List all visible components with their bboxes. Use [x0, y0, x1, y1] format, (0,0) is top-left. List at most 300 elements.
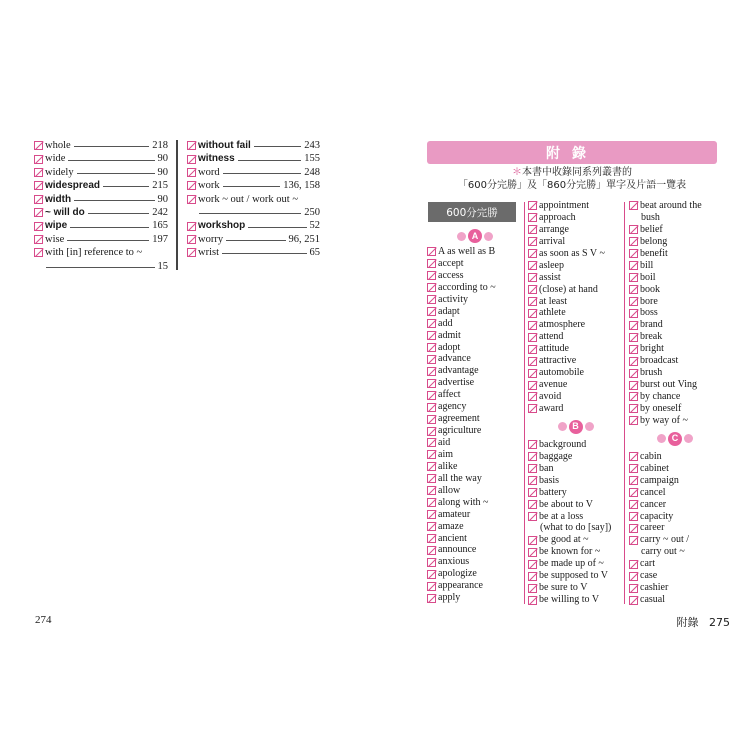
word-entry: [427, 461, 522, 473]
word-entry: [629, 451, 721, 463]
checkbox-icon[interactable]: [427, 594, 436, 603]
index-entry-continued: [34, 260, 168, 273]
checkbox-icon[interactable]: [629, 512, 638, 521]
index-entry: [34, 233, 168, 246]
word-text: appearance: [438, 580, 483, 592]
word-text: athlete: [539, 307, 566, 319]
word-entry: [629, 284, 721, 296]
word-entry: [528, 284, 623, 296]
checkbox-icon[interactable]: [427, 259, 436, 268]
word-entry: [528, 236, 623, 248]
checkbox-icon[interactable]: [629, 404, 638, 413]
checkbox-icon[interactable]: [629, 297, 638, 306]
checkbox-icon[interactable]: [528, 369, 537, 378]
checkbox-icon[interactable]: [629, 476, 638, 485]
word-text: as soon as S V ~: [539, 247, 605, 259]
checkbox-icon[interactable]: [528, 225, 537, 234]
index-entry: [34, 152, 168, 165]
word-text: apply: [438, 592, 461, 604]
word-text: amateur: [438, 508, 471, 520]
checkbox-icon[interactable]: [34, 235, 43, 244]
checkbox-icon[interactable]: [629, 273, 638, 282]
word-entry: [528, 451, 623, 463]
word-text: avoid: [539, 391, 562, 402]
index-page: 136, 158: [283, 180, 320, 192]
word-text: basis: [539, 474, 559, 486]
word-entry-continued: (what to do [say]): [540, 522, 612, 534]
word-text: beat around the: [640, 200, 702, 211]
word-entry: [629, 403, 721, 415]
word-entry: [629, 558, 721, 570]
word-text: benefit: [640, 247, 668, 259]
word-text: be willing to V: [539, 594, 600, 606]
index-term: word: [198, 166, 220, 178]
word-text: all the way: [438, 472, 482, 484]
word-entry: [427, 413, 522, 425]
leader-line: [74, 146, 150, 147]
checkbox-icon[interactable]: [528, 392, 537, 401]
checkbox-icon[interactable]: [528, 440, 537, 449]
checkbox-icon[interactable]: [528, 596, 537, 605]
word-text: cancer: [640, 498, 667, 510]
checkbox-icon[interactable]: [427, 379, 436, 388]
word-text: ancient: [438, 532, 467, 544]
checkbox-icon[interactable]: [427, 546, 436, 555]
word-text: affect: [438, 389, 461, 401]
word-text: be at a loss: [539, 510, 584, 522]
word-entry: [629, 248, 721, 260]
checkbox-icon[interactable]: [629, 416, 638, 425]
checkbox-icon[interactable]: [629, 560, 638, 569]
word-text: automobile: [539, 367, 584, 379]
section-header-600: 600分完勝: [428, 202, 516, 222]
word-entry: [528, 582, 623, 594]
index-entry: [187, 166, 320, 179]
index-term: widely: [45, 166, 74, 178]
checkbox-icon[interactable]: [528, 452, 537, 461]
word-text: avenue: [539, 379, 568, 391]
checkbox-icon[interactable]: [187, 235, 196, 244]
index-entry: [34, 193, 168, 206]
word-text: be sure to V: [539, 582, 588, 594]
word-entry: [629, 391, 721, 403]
leader-line: [68, 160, 154, 161]
checkbox-icon[interactable]: [629, 596, 638, 605]
index-column-2: [187, 139, 320, 260]
word-entry: [528, 499, 623, 511]
word-entry: [629, 343, 721, 355]
checkbox-icon[interactable]: [629, 381, 638, 390]
checkbox-icon[interactable]: [187, 155, 196, 164]
word-text: approach: [539, 211, 576, 223]
word-entry: [528, 403, 623, 415]
column-divider-2: [624, 202, 625, 604]
checkbox-icon[interactable]: [629, 536, 638, 545]
checkbox-icon[interactable]: [528, 404, 537, 413]
checkbox-icon[interactable]: [629, 309, 638, 318]
checkbox-icon[interactable]: [629, 452, 638, 461]
word-text: case: [640, 570, 658, 582]
index-entry: [187, 233, 320, 246]
word-entry: [528, 558, 623, 570]
word-entry: [629, 260, 721, 272]
word-entry: [629, 319, 721, 331]
checkbox-icon[interactable]: [629, 201, 638, 210]
index-page: 215: [152, 180, 168, 192]
word-text: arrange: [539, 223, 569, 235]
checkbox-icon[interactable]: [187, 195, 196, 204]
word-entry: [528, 391, 623, 403]
checkbox-icon[interactable]: [528, 333, 537, 342]
checkbox-icon[interactable]: [629, 572, 638, 581]
word-text: bright: [640, 343, 664, 355]
checkbox-icon[interactable]: [427, 331, 436, 340]
checkbox-icon[interactable]: [629, 285, 638, 294]
note-line-1: 本書中收錄同系列叢書的: [522, 167, 632, 178]
word-text: bill: [640, 259, 654, 271]
checkbox-icon[interactable]: [528, 512, 537, 521]
word-entry: [629, 475, 721, 487]
word-text: attend: [539, 331, 564, 343]
note-line-2: 「600分完勝」及「860分完勝」單字及片語一覽表: [457, 180, 687, 191]
word-text: career: [640, 522, 665, 534]
word-entry: [629, 296, 721, 308]
checkbox-icon[interactable]: [528, 297, 537, 306]
word-text: (close) at hand: [539, 283, 598, 295]
word-entry: [427, 497, 522, 509]
right-page: [375, 0, 750, 750]
word-entry: [629, 379, 721, 391]
dot-icon: [484, 232, 493, 241]
checkbox-icon[interactable]: [34, 248, 43, 257]
checkbox-icon[interactable]: [427, 498, 436, 507]
dot-icon: [657, 434, 666, 443]
word-text: by way of ~: [640, 414, 688, 426]
checkbox-icon[interactable]: [528, 237, 537, 246]
leader-line: [103, 186, 149, 187]
word-text: be supposed to V: [539, 570, 608, 582]
checkbox-icon[interactable]: [427, 438, 436, 447]
word-entry: [528, 439, 623, 451]
letter-marker-a: [457, 229, 493, 243]
checkbox-icon[interactable]: [34, 208, 43, 217]
checkbox-icon[interactable]: [427, 295, 436, 304]
word-text: allow: [438, 484, 461, 496]
word-entry-continued: bush: [641, 211, 660, 223]
word-text: cancel: [640, 486, 666, 498]
word-text: bore: [640, 295, 658, 307]
word-entry: [528, 319, 623, 331]
index-page: 65: [309, 247, 320, 259]
word-text: background: [539, 438, 587, 450]
word-entry: [427, 533, 522, 545]
checkbox-icon[interactable]: [528, 548, 537, 557]
word-entry: [528, 260, 623, 272]
word-text: agreement: [438, 413, 480, 425]
checkbox-icon[interactable]: [528, 500, 537, 509]
page-number-right: 275: [709, 616, 730, 629]
letter-marker-c: [629, 427, 721, 451]
word-entry: [427, 568, 522, 580]
checkbox-icon[interactable]: [528, 357, 537, 366]
star-icon: ＊: [512, 167, 522, 178]
word-text: brand: [640, 319, 663, 331]
word-entry: [629, 594, 721, 606]
word-entry-continued: carry out ~: [641, 546, 685, 558]
letter-a-badge: A: [468, 229, 482, 243]
word-text: advantage: [438, 365, 479, 377]
word-text: casual: [640, 594, 665, 606]
word-text: book: [640, 283, 660, 295]
index-page: 165: [152, 220, 168, 232]
word-entry: [427, 365, 522, 377]
index-page: 90: [157, 193, 168, 205]
index-column-1: [34, 139, 168, 273]
word-entry: [427, 521, 522, 533]
word-text: aid: [438, 437, 451, 448]
checkbox-icon[interactable]: [187, 141, 196, 150]
word-entry: [427, 377, 522, 389]
word-text: anxious: [438, 556, 470, 568]
checkbox-icon[interactable]: [528, 572, 537, 581]
index-term: worry: [198, 233, 224, 245]
index-page: 250: [304, 206, 320, 218]
word-entry: [528, 331, 623, 343]
column-divider: [176, 140, 178, 270]
word-text: by oneself: [640, 402, 682, 414]
index-page: 90: [157, 166, 168, 178]
checkbox-icon[interactable]: [427, 403, 436, 412]
word-text: burst out Ving: [640, 379, 697, 391]
checkbox-icon[interactable]: [629, 333, 638, 342]
index-term: workshop: [198, 220, 246, 232]
checkbox-icon[interactable]: [629, 464, 638, 473]
index-page: 242: [152, 206, 168, 218]
word-entry: [528, 224, 623, 236]
word-column-2: [528, 200, 623, 606]
checkbox-icon[interactable]: [34, 168, 43, 177]
checkbox-icon[interactable]: [427, 283, 436, 292]
word-entry: [629, 499, 721, 511]
leader-line: [248, 227, 306, 228]
word-entry: [427, 258, 522, 270]
word-entry: [427, 342, 522, 354]
word-text: assist: [539, 271, 561, 283]
word-text: carry ~ out /: [640, 534, 690, 546]
index-term: wrist: [198, 247, 219, 259]
checkbox-icon[interactable]: [528, 488, 537, 497]
word-entry: [528, 343, 623, 355]
index-term: wise: [45, 233, 65, 245]
checkbox-icon[interactable]: [427, 427, 436, 436]
checkbox-icon[interactable]: [187, 168, 196, 177]
checkbox-icon[interactable]: [629, 524, 638, 533]
checkbox-icon[interactable]: [629, 261, 638, 270]
word-entry: [528, 248, 623, 260]
checkbox-icon[interactable]: [528, 249, 537, 258]
column-divider-1: [524, 202, 525, 604]
checkbox-icon[interactable]: [427, 319, 436, 328]
word-text: agriculture: [438, 425, 482, 437]
word-text: cabin: [640, 450, 662, 462]
index-term: witness: [198, 153, 235, 165]
checkbox-icon[interactable]: [528, 476, 537, 485]
word-text: cashier: [640, 582, 669, 594]
word-text: aim: [438, 448, 453, 460]
word-entry: [427, 318, 522, 330]
word-entry: [427, 306, 522, 318]
checkbox-icon[interactable]: [528, 273, 537, 282]
checkbox-icon[interactable]: [528, 381, 537, 390]
index-entry: [34, 206, 168, 219]
checkbox-icon[interactable]: [427, 271, 436, 280]
leader-line: [254, 146, 301, 147]
word-text: asleep: [539, 259, 564, 271]
checkbox-icon[interactable]: [427, 522, 436, 531]
checkbox-icon[interactable]: [427, 486, 436, 495]
word-entry: [427, 509, 522, 521]
word-entry: [629, 272, 721, 284]
checkbox-icon[interactable]: [427, 582, 436, 591]
word-text: campaign: [640, 474, 679, 486]
checkbox-icon[interactable]: [629, 357, 638, 366]
index-term: without fail: [198, 140, 251, 151]
checkbox-icon[interactable]: [427, 343, 436, 352]
checkbox-icon[interactable]: [34, 155, 43, 164]
checkbox-icon[interactable]: [629, 237, 638, 246]
appendix-banner: 附錄: [427, 141, 717, 164]
checkbox-icon[interactable]: [629, 392, 638, 401]
word-entry: [629, 487, 721, 499]
word-text: be made up of ~: [539, 558, 604, 570]
word-entry: [528, 272, 623, 284]
leader-line: [223, 186, 281, 187]
word-entry: [528, 546, 623, 558]
checkbox-icon[interactable]: [427, 355, 436, 364]
checkbox-icon[interactable]: [427, 391, 436, 400]
checkbox-icon[interactable]: [528, 560, 537, 569]
word-text: be good at ~: [539, 534, 589, 546]
checkbox-icon[interactable]: [427, 415, 436, 424]
index-term: width: [45, 193, 72, 205]
checkbox-icon[interactable]: [427, 558, 436, 567]
checkbox-icon[interactable]: [629, 249, 638, 258]
word-entry: [528, 367, 623, 379]
checkbox-icon[interactable]: [427, 570, 436, 579]
index-entry: [187, 193, 320, 206]
checkbox-icon[interactable]: [187, 181, 196, 190]
leader-line: [222, 253, 307, 254]
checkbox-icon[interactable]: [528, 201, 537, 210]
checkbox-icon[interactable]: [34, 181, 43, 190]
checkbox-icon[interactable]: [528, 309, 537, 318]
word-entry: [528, 379, 623, 391]
word-entry: [528, 594, 623, 606]
word-text: belief: [640, 223, 663, 235]
checkbox-icon[interactable]: [528, 261, 537, 270]
checkbox-icon[interactable]: [427, 307, 436, 316]
checkbox-icon[interactable]: [528, 345, 537, 354]
word-text: advertise: [438, 377, 475, 389]
checkbox-icon[interactable]: [528, 536, 537, 545]
word-text: admit: [438, 329, 461, 341]
checkbox-icon[interactable]: [427, 367, 436, 376]
dot-icon: [457, 232, 466, 241]
leader-line: [77, 173, 155, 174]
checkbox-icon[interactable]: [427, 534, 436, 543]
word-entry: [427, 294, 522, 306]
checkbox-icon[interactable]: [528, 464, 537, 473]
word-entry: [427, 425, 522, 437]
dot-icon: [585, 422, 594, 431]
checkbox-icon[interactable]: [34, 195, 43, 204]
checkbox-icon[interactable]: [427, 450, 436, 459]
word-text: agency: [438, 401, 467, 413]
checkbox-icon[interactable]: [629, 500, 638, 509]
letter-b-badge: B: [569, 420, 583, 434]
word-text: cart: [640, 558, 655, 570]
appendix-note: [427, 166, 717, 192]
index-term: whole: [45, 140, 71, 151]
leader-line: [199, 213, 301, 214]
checkbox-icon[interactable]: [427, 474, 436, 483]
index-page: 218: [152, 140, 168, 151]
checkbox-icon[interactable]: [427, 462, 436, 471]
checkbox-icon[interactable]: [528, 285, 537, 294]
word-entry: [528, 570, 623, 582]
checkbox-icon[interactable]: [187, 222, 196, 231]
checkbox-icon[interactable]: [34, 141, 43, 150]
index-page: 96, 251: [288, 233, 320, 245]
word-entry: [528, 487, 623, 499]
word-entry: [427, 437, 522, 449]
word-text: cabinet: [640, 462, 669, 474]
checkbox-icon[interactable]: [427, 247, 436, 256]
checkbox-icon[interactable]: [427, 510, 436, 519]
word-text: belong: [640, 235, 668, 247]
checkbox-icon[interactable]: [528, 321, 537, 330]
checkbox-icon[interactable]: [528, 213, 537, 222]
checkbox-icon[interactable]: [629, 584, 638, 593]
checkbox-icon[interactable]: [629, 488, 638, 497]
leader-line: [223, 173, 302, 174]
leader-line: [88, 213, 150, 214]
word-entry: [427, 401, 522, 413]
word-entry: [427, 556, 522, 568]
checkbox-icon[interactable]: [629, 321, 638, 330]
page-number-left: 274: [35, 614, 52, 626]
word-entry: [629, 224, 721, 236]
index-entry: [187, 219, 320, 232]
checkbox-icon[interactable]: [629, 369, 638, 378]
dot-icon: [558, 422, 567, 431]
checkbox-icon[interactable]: [187, 248, 196, 257]
word-entry: [629, 582, 721, 594]
leader-line: [70, 227, 149, 228]
checkbox-icon[interactable]: [528, 584, 537, 593]
word-text: ban: [539, 462, 554, 474]
checkbox-icon[interactable]: [629, 345, 638, 354]
word-text: break: [640, 331, 663, 343]
index-entry-continued: [187, 206, 320, 219]
word-text: add: [438, 317, 453, 329]
word-entry: [629, 200, 721, 212]
checkbox-icon[interactable]: [629, 225, 638, 234]
checkbox-icon[interactable]: [34, 222, 43, 231]
index-page: 243: [304, 140, 320, 151]
word-text: adopt: [438, 341, 461, 353]
word-text: activity: [438, 293, 468, 305]
